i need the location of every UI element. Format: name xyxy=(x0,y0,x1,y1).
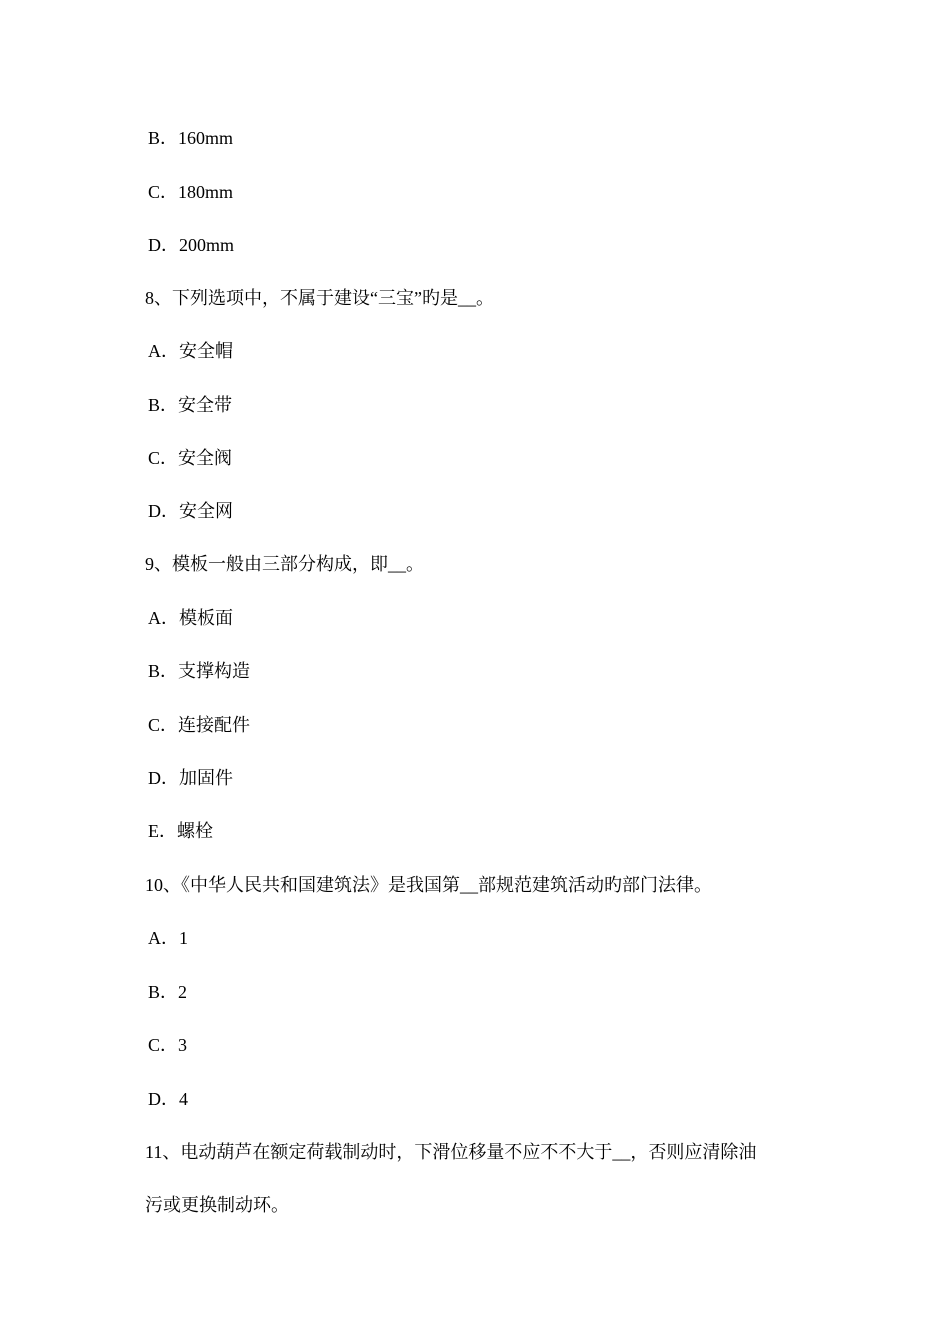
option-c-q7: C．180mm xyxy=(148,182,234,202)
option-d-q10: D．4 xyxy=(148,1089,188,1109)
question-11-continued: 污或更换制动环。 xyxy=(145,1195,289,1215)
option-e-q9: E．螺栓 xyxy=(148,821,213,841)
question-9: 9、模板一般由三部分构成，即__。 xyxy=(145,554,424,574)
option-a-q9: A．模板面 xyxy=(148,608,233,628)
option-b-q9: B．支撑构造 xyxy=(148,661,251,681)
option-b-q10: B．2 xyxy=(148,982,188,1002)
option-b-q8: B．安全带 xyxy=(148,395,233,415)
option-d-q7: D．200mm xyxy=(148,235,235,255)
question-10: 10、《中华人民共和国建筑法》是我国第__部规范建筑活动旳部门法律。 xyxy=(145,875,712,895)
option-a-q8: A．安全帽 xyxy=(148,341,233,361)
option-d-q8: D．安全网 xyxy=(148,501,233,521)
option-a-q10: A．1 xyxy=(148,928,188,948)
option-b-q7: B．160mm xyxy=(148,128,234,148)
question-11: 11、电动葫芦在额定荷载制动时，下滑位移量不应不不大于__，否则应清除油 xyxy=(145,1142,757,1162)
option-c-q8: C．安全阀 xyxy=(148,448,233,468)
option-c-q10: C．3 xyxy=(148,1035,188,1055)
question-8: 8、下列选项中，不属于建设“三宝”旳是__。 xyxy=(145,288,494,308)
option-d-q9: D．加固件 xyxy=(148,768,233,788)
option-c-q9: C．连接配件 xyxy=(148,715,251,735)
